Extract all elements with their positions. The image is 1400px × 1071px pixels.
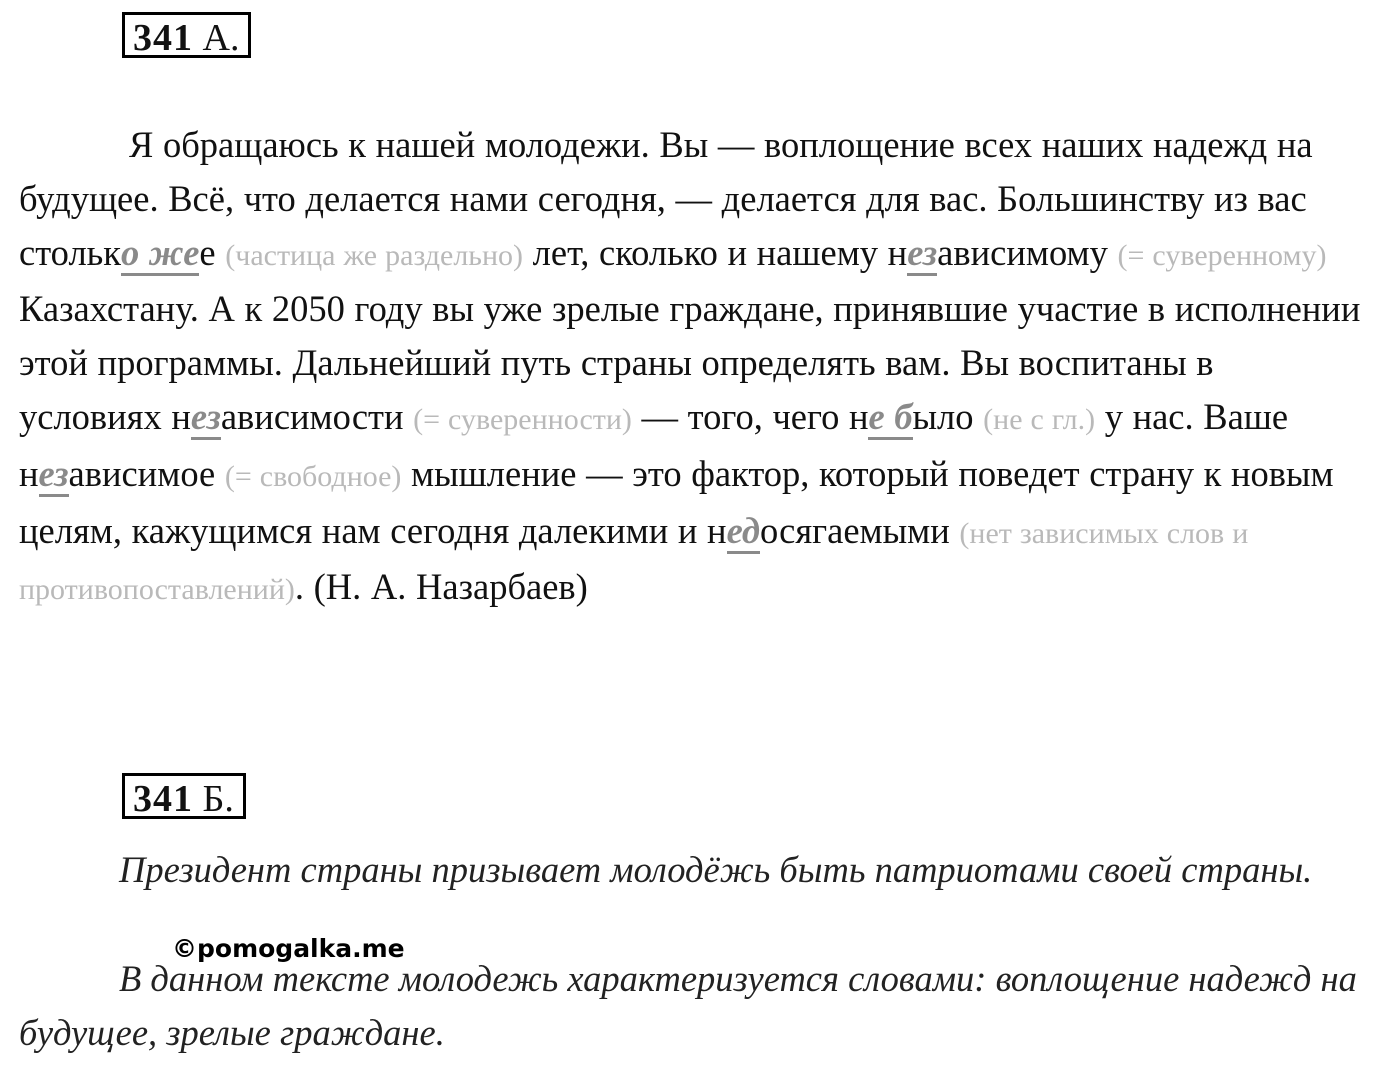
- highlighted-letters: ед: [727, 510, 760, 554]
- exercise-341b-paragraph-1: Президент страны призывает молодёжь быть патриотами своей страны.: [119, 849, 1313, 890]
- exercise-number: 341: [133, 17, 193, 59]
- highlighted-letters: ез: [907, 232, 937, 276]
- grammar-note: (частица же раздельно): [225, 238, 524, 272]
- grammar-note: (не с гл.): [983, 402, 1096, 436]
- exercise-341b-label: [122, 773, 246, 819]
- highlighted-letters: о же: [121, 232, 199, 276]
- text-segment: Я обращаюсь к нашей молодежи. Вы — воплощение всех наших надежд на будущее. Всё, что делается нами сегодня, — делается для вас. Большинству из вас стольк: [19, 124, 1313, 273]
- text-segment: осягаемыми: [760, 509, 960, 551]
- exercise-341a-text: [19, 118, 1364, 617]
- highlighted-letters: е б: [868, 396, 912, 440]
- text-segment: — того, чего н: [631, 395, 869, 437]
- grammar-note: (нет зависимых слов и противопоставлений): [19, 516, 1249, 607]
- text-segment: Казахстану. А к 2050 году вы уже зрелые граждане, принявшие участие в исполнении этой программы. Дальнейший путь страны определять вам. Вы воспитаны в условиях н: [19, 288, 1361, 437]
- grammar-note: (= свободное): [224, 459, 402, 493]
- text-segment: ависимое: [68, 452, 225, 494]
- text-segment: ависимому: [937, 231, 1118, 273]
- exercise-341a-label: [122, 12, 251, 58]
- exercise-number: 341: [133, 778, 193, 820]
- text-segment: у нас. Ваше н: [19, 395, 1289, 494]
- grammar-note: (= суверенному): [1117, 238, 1327, 272]
- text-segment: ыло: [912, 395, 984, 437]
- text-segment: ависимости: [220, 395, 414, 437]
- highlighted-letters: ез: [191, 396, 221, 440]
- exercise-letter: Б.: [202, 778, 234, 820]
- exercise-letter: А.: [202, 17, 240, 59]
- text-segment: мышление — это фактор, который поведет страну к новым целям, кажущимся нам сегодня далекими и н: [19, 452, 1334, 551]
- text-segment: . (Н. А. Назарбаев): [294, 566, 588, 608]
- grammar-note: (= суверенности): [413, 402, 632, 436]
- text-segment: е: [199, 231, 226, 273]
- exercise-341b-paragraph-2: В данном тексте молодежь характеризуется словами: воплощение надежд на будущее, зрелые граждане.: [19, 958, 1357, 1053]
- text-segment: лет, сколько и нашему н: [523, 231, 908, 273]
- watermark: ©pomogalka.me: [172, 934, 405, 963]
- highlighted-letters: ез: [39, 453, 69, 497]
